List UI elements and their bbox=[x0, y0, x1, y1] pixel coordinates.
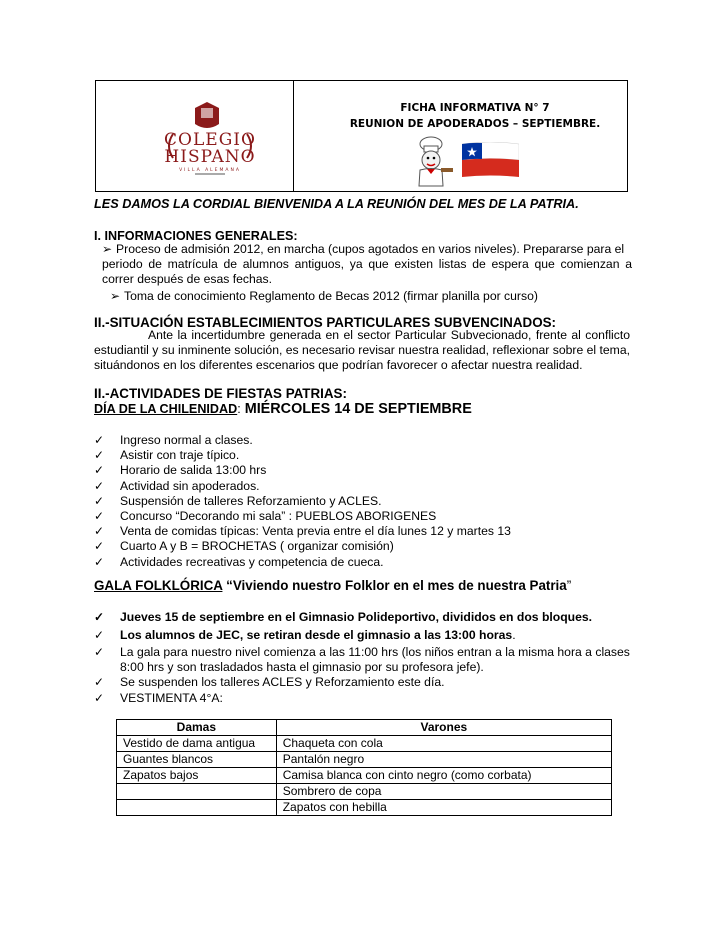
list-item: ✓ Cuarto A y B = BROCHETAS ( organizar comisión) bbox=[94, 539, 394, 554]
list-item: ✓ La gala para nuestro nivel comienza a las 11:00 hrs (los niños entran a la misma hora a clases 8:00 hrs y son trasladados hasta el gimnasio por su profesora jefe). bbox=[94, 644, 630, 674]
table-header-row bbox=[117, 720, 612, 736]
section1-bullet1-line3: correr después de esas fechas. bbox=[102, 272, 273, 287]
section1-bullet1-line1: Proceso de admisión 2012, en marcha (cupos agotados en varios niveles). Prepararse para el bbox=[116, 242, 625, 256]
section2-line2: estudiantil y su inminente solución, es necesario revisar nuestra realidad, reflexionar sobre el tema, bbox=[94, 343, 630, 358]
section2-line1: Ante la incertidumbre generada en el sector Particular Subvecionado, frente al conflicto bbox=[148, 328, 630, 342]
dia-chilenidad-label: DÍA DE LA CHILENIDAD bbox=[94, 402, 238, 416]
table-row: Zapatos con hebilla bbox=[117, 800, 612, 816]
vestimenta-table bbox=[116, 719, 612, 816]
check-icon: ✓ bbox=[94, 493, 105, 508]
list-item: ✓ Venta de comidas típicas: Venta previa entre el día lunes 12 y martes 13 bbox=[94, 524, 511, 539]
header-divider bbox=[293, 81, 294, 191]
check-icon: ✓ bbox=[94, 524, 105, 539]
list-item: ✓ Jueves 15 de septiembre en el Gimnasio Polideportivo, divididos en dos bloques. bbox=[94, 610, 593, 624]
dia-chilenidad-list bbox=[94, 433, 634, 570]
column-header-damas: Damas bbox=[117, 720, 277, 736]
header-title-line1: FICHA INFORMATIVA N° 7 bbox=[400, 102, 550, 114]
list-item: ✓ Concurso “Decorando mi sala” : PUEBLOS ABORIGENES bbox=[94, 508, 437, 523]
table-row: Sombrero de copa bbox=[117, 784, 612, 800]
check-icon: ✓ bbox=[94, 433, 105, 447]
table-row: Guantes blancos Pantalón negro bbox=[117, 752, 612, 768]
section2-paragraph bbox=[94, 328, 630, 374]
chef-icon bbox=[413, 136, 455, 188]
list-item: ✓ Actividades recreativas y competencia de cueca. bbox=[94, 554, 384, 569]
gala-title: “Viviendo nuestro Folklor en el mes de nuestra Patria bbox=[222, 578, 567, 593]
list-item: ✓ Los alumnos de JEC, se retiran desde el gimnasio a las 13:00 horas. bbox=[94, 628, 516, 643]
logo-text-line2: HISPANO bbox=[164, 147, 256, 167]
welcome-text: LES DAMOS LA CORDIAL BIENVENIDA A LA REUNIÓN DEL MES DE LA PATRIA. bbox=[94, 197, 579, 211]
table-row: Zapatos bajos Camisa blanca con cinto negro (como corbata) bbox=[117, 768, 612, 784]
section1-bullet1-line2: periodo de matrícula de alumnos antiguos, ya que existen listas de espera que comienzan a bbox=[102, 257, 632, 272]
list-item: ✓ Horario de salida 13:00 hrs bbox=[94, 463, 267, 478]
list-item: ✓ Asistir con traje típico. bbox=[94, 448, 240, 463]
check-icon: ✓ bbox=[94, 628, 105, 643]
list-item: ✓ Actividad sin apoderados. bbox=[94, 478, 260, 493]
gala-heading: GALA FOLKLÓRICA “Viviendo nuestro Folklor en el mes de nuestra Patria” bbox=[94, 578, 572, 593]
section3-heading: II.-ACTIVIDADES DE FIESTAS PATRIAS: bbox=[94, 386, 347, 401]
section2-heading: II.-SITUACIÓN ESTABLECIMIENTOS PARTICULARES SUBVENCINADOS: bbox=[94, 315, 556, 330]
check-icon: ✓ bbox=[94, 675, 105, 690]
check-icon: ✓ bbox=[94, 610, 105, 624]
school-crest-icon bbox=[155, 96, 265, 178]
list-item: ✓ VESTIMENTA 4°A: bbox=[94, 690, 223, 705]
section1-bullet2: ➢ Toma de conocimiento Reglamento de Becas 2012 (firmar planilla por curso) bbox=[110, 289, 538, 303]
check-icon: ✓ bbox=[94, 554, 105, 569]
column-header-varones: Varones bbox=[276, 720, 611, 736]
list-item: ✓ Se suspenden los talleres ACLES y Reforzamiento este día. bbox=[94, 675, 445, 690]
arrow-bullet-icon: ➢ bbox=[110, 289, 121, 303]
check-icon: ✓ bbox=[94, 539, 105, 554]
header-title-line2: REUNION DE APODERADOS – SEPTIEMBRE. bbox=[349, 118, 601, 130]
check-icon: ✓ bbox=[94, 690, 105, 705]
list-item: ✓ Suspensión de talleres Reforzamiento y ACLES. bbox=[94, 493, 382, 508]
section1-heading: I. INFORMACIONES GENERALES: bbox=[94, 229, 298, 243]
check-icon: ✓ bbox=[94, 508, 105, 523]
arrow-bullet-icon: ➢ bbox=[102, 242, 113, 256]
chile-flag-icon bbox=[462, 142, 519, 179]
list-item: ✓ Ingreso normal a clases. bbox=[94, 433, 253, 447]
dia-chilenidad-line: DÍA DE LA CHILENIDAD: MIÉRCOLES 14 DE SEPTIEMBRE bbox=[94, 401, 472, 417]
table-row: Vestido de dama antigua Chaqueta con cola bbox=[117, 736, 612, 752]
dia-chilenidad-date: MIÉRCOLES 14 DE SEPTIEMBRE bbox=[240, 401, 472, 417]
gala-list bbox=[94, 610, 632, 706]
logo-text-line3: VILLA ALEMANA bbox=[179, 168, 241, 173]
check-icon: ✓ bbox=[94, 644, 105, 659]
section2-line3: situándonos en los diferentes escenarios que podrían favorecer o afectar nuestra realidad. bbox=[94, 358, 583, 373]
header-title bbox=[330, 100, 620, 132]
check-icon: ✓ bbox=[94, 448, 105, 463]
section1-bullet1 bbox=[102, 242, 632, 288]
logo-text-line1: COLEGIO bbox=[164, 130, 256, 150]
gala-label: GALA FOLKLÓRICA bbox=[94, 578, 223, 593]
check-icon: ✓ bbox=[94, 463, 105, 478]
school-logo bbox=[155, 96, 265, 178]
check-icon: ✓ bbox=[94, 478, 105, 493]
